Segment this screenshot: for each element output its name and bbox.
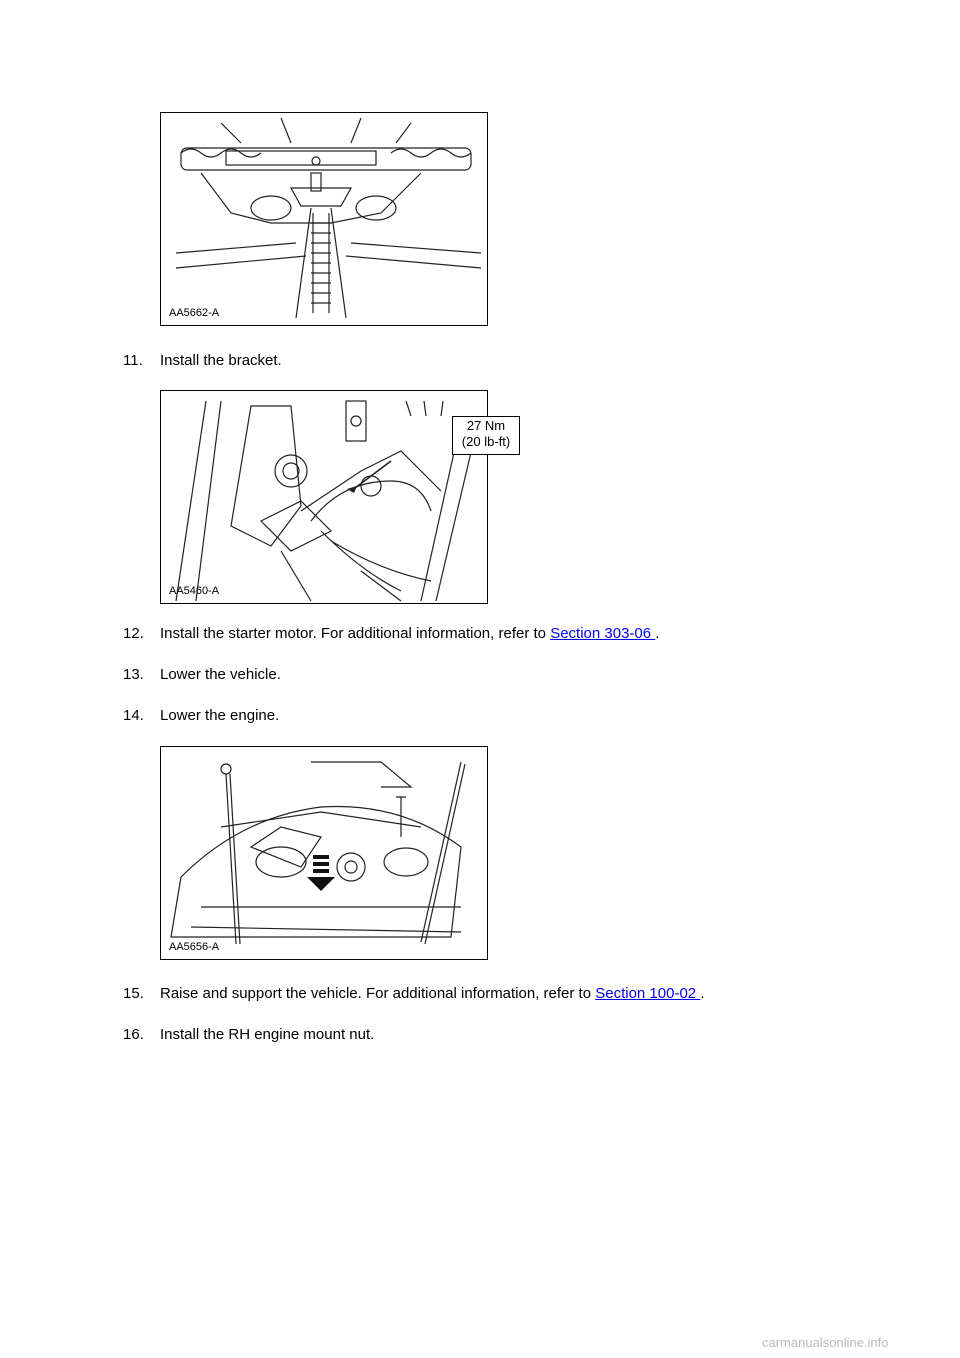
step-16 (123, 1026, 374, 1044)
figure-label: AA5662-A (169, 307, 220, 319)
figure-lower-engine (160, 746, 488, 960)
figure-label: AA5656-A (169, 941, 220, 953)
lower-engine-illustration (161, 747, 487, 959)
step-number: 15. (123, 985, 144, 1002)
step-text: Raise and support the vehicle. For additional information, refer to (160, 985, 596, 1002)
step-text-after: . (655, 625, 660, 642)
torque-value-lbft: (20 lb-ft) (461, 434, 511, 449)
step-text: Install the RH engine mount nut. (160, 1026, 375, 1043)
step-number: 11. (123, 352, 143, 369)
figure-label: AA5460-A (169, 585, 220, 597)
torque-value-nm: 27 Nm (466, 418, 506, 433)
figure-engine-support-jack (160, 112, 488, 326)
step-number: 12. (123, 625, 144, 642)
step-11 (123, 352, 282, 370)
step-15 (123, 985, 704, 1003)
step-13 (123, 666, 281, 684)
step-number: 13. (123, 666, 144, 683)
step-14 (123, 707, 279, 725)
bracket-illustration (161, 391, 487, 603)
figure-bracket (160, 390, 511, 604)
step-text: Install the bracket. (160, 352, 282, 369)
step-text: Lower the vehicle. (160, 666, 281, 683)
step-number: 16. (123, 1026, 144, 1043)
step-number: 14. (123, 707, 144, 724)
watermark-footer: carmanualsonline.info (762, 1335, 889, 1350)
step-text-after: . (700, 985, 705, 1002)
section-303-06-link[interactable]: Section 303-06 (550, 625, 656, 642)
torque-callout (452, 416, 520, 455)
step-text: Install the starter motor. For additional information, refer to (160, 625, 551, 642)
section-100-02-link[interactable]: Section 100-02 (595, 985, 701, 1002)
engine-support-illustration (161, 113, 487, 325)
step-text: Lower the engine. (160, 707, 280, 724)
step-12 (123, 625, 659, 643)
